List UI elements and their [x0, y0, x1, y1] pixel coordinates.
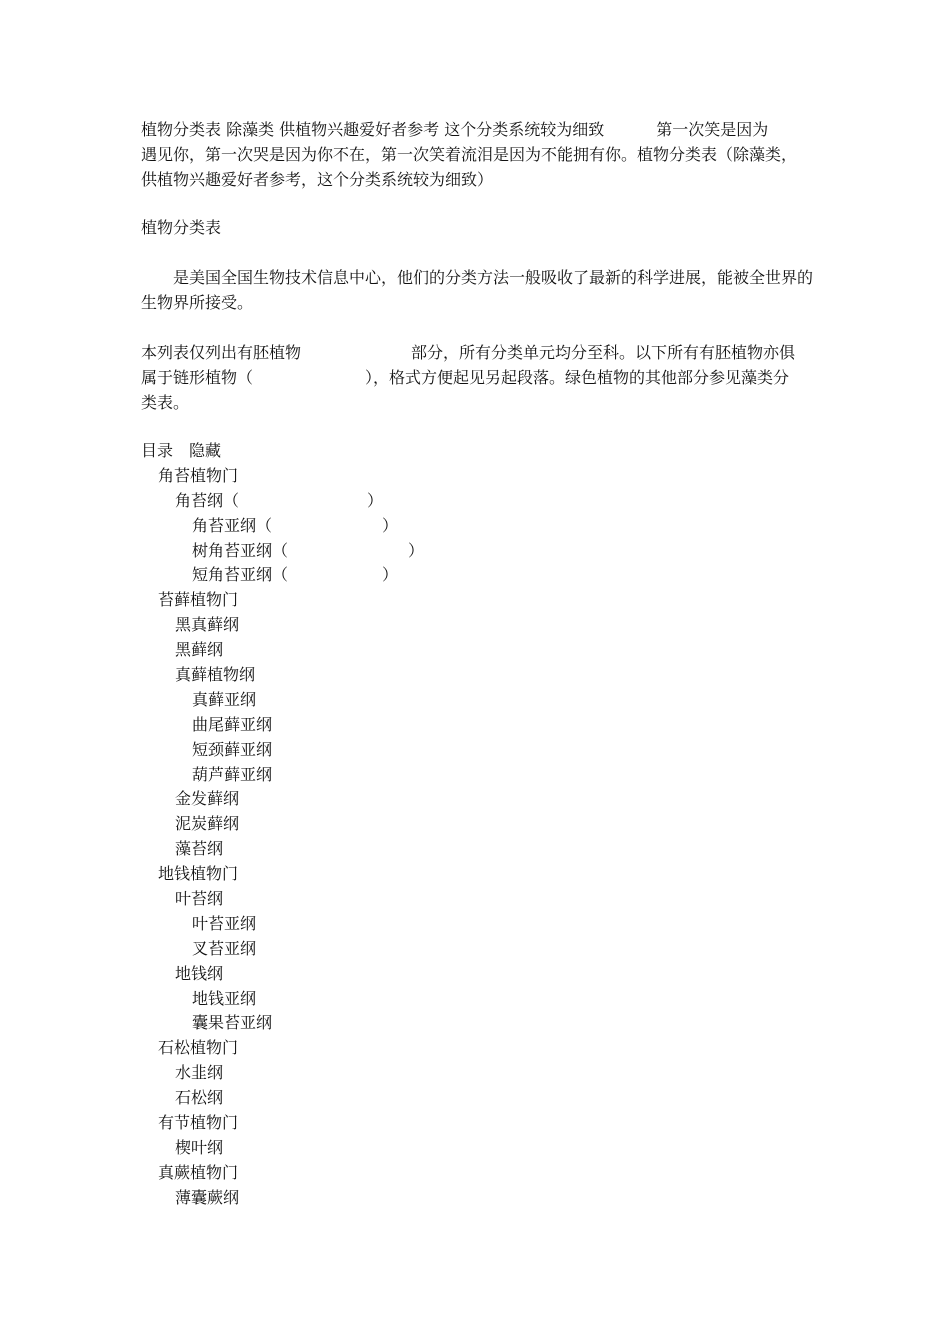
toc-item[interactable]: 葫芦藓亚纲 — [192, 764, 273, 784]
toc-item[interactable]: 角苔植物门 — [158, 465, 239, 485]
scope-line1-b: 部分，所有分类单元均分至科。以下所有有胚植物亦俱 — [411, 343, 796, 362]
section-heading: 植物分类表 — [141, 218, 222, 237]
toc-item[interactable]: 叶苔亚纲 — [192, 913, 257, 933]
toc-header — [141, 439, 424, 464]
toc-item[interactable]: 地钱植物门 — [158, 864, 239, 884]
toc-item[interactable]: 黑藓纲 — [175, 640, 224, 660]
intro-paragraph — [141, 117, 813, 192]
toc-item[interactable]: 囊果苔亚纲 — [192, 1013, 273, 1033]
toc-title: 目录 — [141, 441, 174, 460]
toc-item[interactable]: 角苔亚纲（ ） — [192, 515, 399, 535]
toc-item[interactable]: 石松植物门 — [158, 1038, 239, 1058]
intro-line2: 遇见你，第一次哭是因为你不在，第一次笑着流泪是因为不能拥有你。植物分类表（除藻类， — [141, 145, 798, 164]
scope-line2-b: ），格式方便起见另起段落。绿色植物的其他部分参见藻类分 — [365, 368, 790, 387]
toc-item[interactable]: 树角苔亚纲（ ） — [192, 540, 425, 560]
scope-line3: 类表。 — [141, 393, 190, 412]
toc-item[interactable]: 曲尾藓亚纲 — [192, 714, 273, 734]
toc-item[interactable]: 真藓植物纲 — [175, 665, 256, 685]
toc-item[interactable]: 石松纲 — [175, 1088, 224, 1108]
toc-item[interactable]: 藻苔纲 — [175, 839, 224, 859]
toc-item[interactable]: 地钱纲 — [175, 963, 224, 983]
toc-item[interactable]: 薄囊蕨纲 — [175, 1187, 240, 1207]
toc-item[interactable]: 苔藓植物门 — [158, 590, 239, 610]
toc-item[interactable]: 金发藓纲 — [175, 789, 240, 809]
toc-item[interactable]: 叉苔亚纲 — [192, 938, 257, 958]
toc-item[interactable]: 水韭纲 — [175, 1063, 224, 1083]
intro-line1-right: 第一次笑是因为 — [656, 120, 769, 139]
toc-item[interactable]: 泥炭藓纲 — [175, 814, 240, 834]
toc-hide-link[interactable]: 隐藏 — [189, 441, 222, 460]
scope-paragraph — [141, 340, 813, 415]
toc-item[interactable]: 短角苔亚纲（ ） — [192, 565, 399, 585]
toc-item[interactable]: 地钱亚纲 — [192, 988, 257, 1008]
toc-item[interactable]: 短颈藓亚纲 — [192, 739, 273, 759]
toc-item[interactable]: 有节植物门 — [158, 1113, 239, 1133]
ncbi-paragraph: 是美国全国生物技术信息中心，他们的分类方法一般吸收了最新的科学进展，能被全世界的生物界所接受。 — [141, 268, 814, 312]
intro-line3: 供植物兴趣爱好者参考，这个分类系统较为细致） — [141, 170, 494, 189]
scope-line1-a: 本列表仅列出有胚植物 — [141, 343, 302, 362]
table-of-contents — [141, 439, 424, 1211]
scope-line2-a: 属于链形植物（ — [141, 368, 254, 387]
intro-line1-left: 植物分类表 除藻类 供植物兴趣爱好者参考 这个分类系统较为细致 — [141, 120, 605, 139]
toc-item[interactable]: 真藓亚纲 — [192, 689, 257, 709]
toc-item[interactable]: 楔叶纲 — [175, 1137, 224, 1157]
toc-item[interactable]: 角苔纲（ ） — [175, 490, 384, 510]
toc-item[interactable]: 真蕨植物门 — [158, 1162, 239, 1182]
toc-item[interactable]: 黑真藓纲 — [175, 615, 240, 635]
toc-item[interactable]: 叶苔纲 — [175, 889, 224, 909]
